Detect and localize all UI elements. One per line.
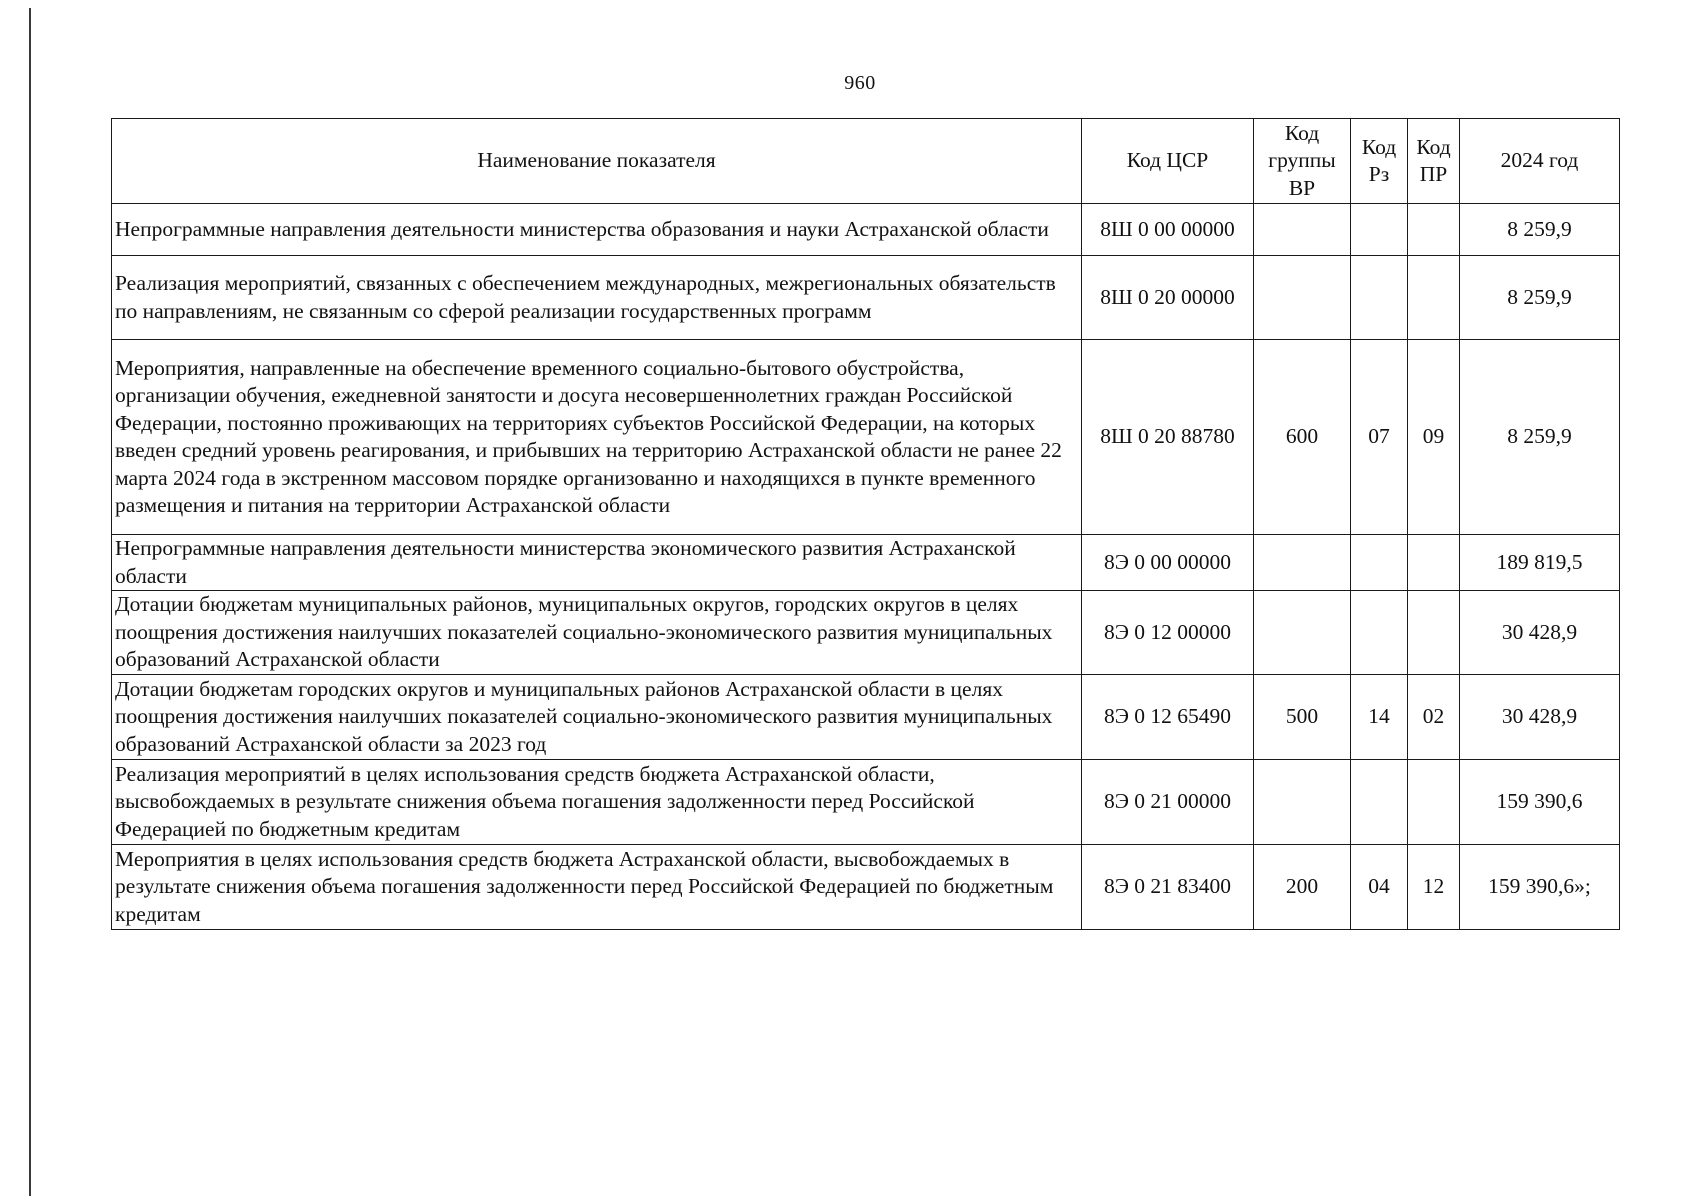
row-rz-code: 04: [1351, 845, 1408, 930]
row-pr-code: [1408, 535, 1460, 591]
row-pr-code: 09: [1408, 340, 1460, 535]
row-rz-code: 14: [1351, 675, 1408, 760]
header-rz-code: Код Рз: [1351, 119, 1408, 204]
table-row: [112, 760, 1620, 845]
row-amount: 159 390,6»;: [1460, 845, 1620, 930]
header-row: [112, 119, 1620, 204]
table-row: [112, 535, 1620, 591]
row-pr-code: [1408, 256, 1460, 340]
row-vr-code: [1254, 204, 1351, 256]
row-pr-code: 12: [1408, 845, 1460, 930]
row-rz-code: 07: [1351, 340, 1408, 535]
header-amount-2024: 2024 год: [1460, 119, 1620, 204]
row-rz-code: [1351, 256, 1408, 340]
table-row: [112, 204, 1620, 256]
row-pr-code: [1408, 204, 1460, 256]
row-csr-code: 8Э 0 12 00000: [1082, 591, 1254, 675]
page-number: 960: [844, 72, 876, 94]
row-vr-code: 500: [1254, 675, 1351, 760]
row-amount: 30 428,9: [1460, 675, 1620, 760]
row-vr-code: 600: [1254, 340, 1351, 535]
row-amount: 159 390,6: [1460, 760, 1620, 845]
row-name: Реализация мероприятий, связанных с обеспечением международных, межрегиональных обязательств по направлениям, не связанным со сферой реализации государственных программ: [112, 256, 1082, 340]
row-name: Непрограммные направления деятельности министерства образования и науки Астраханской области: [112, 204, 1082, 256]
row-csr-code: 8Э 0 21 00000: [1082, 760, 1254, 845]
table-row: [112, 591, 1620, 675]
table-row: [112, 845, 1620, 930]
row-name: Непрограммные направления деятельности министерства экономического развития Астраханской области: [112, 535, 1082, 591]
header-vr-code: Код группы ВР: [1254, 119, 1351, 204]
table-header: [112, 119, 1620, 204]
row-csr-code: 8Э 0 21 83400: [1082, 845, 1254, 930]
binding-margin-line: [29, 8, 31, 1196]
row-pr-code: 02: [1408, 675, 1460, 760]
row-amount: 8 259,9: [1460, 256, 1620, 340]
row-amount: 189 819,5: [1460, 535, 1620, 591]
row-csr-code: 8Ш 0 20 88780: [1082, 340, 1254, 535]
row-name: Реализация мероприятий в целях использования средств бюджета Астраханской области, высвобождаемых в результате снижения объема погашения задолженности перед Российской Федерацией по бюджетным кредитам: [112, 760, 1082, 845]
row-rz-code: [1351, 760, 1408, 845]
row-amount: 30 428,9: [1460, 591, 1620, 675]
row-vr-code: 200: [1254, 845, 1351, 930]
row-csr-code: 8Ш 0 00 00000: [1082, 204, 1254, 256]
row-pr-code: [1408, 591, 1460, 675]
row-csr-code: 8Э 0 00 00000: [1082, 535, 1254, 591]
row-name: Дотации бюджетам городских округов и муниципальных районов Астраханской области в целях поощрения достижения наилучших показателей социально-экономического развития муниципальных образований Астраханской области за 2023 год: [112, 675, 1082, 760]
table-row: [112, 340, 1620, 535]
row-vr-code: [1254, 591, 1351, 675]
header-name: Наименование показателя: [112, 119, 1082, 204]
table-row: [112, 675, 1620, 760]
row-vr-code: [1254, 535, 1351, 591]
row-name: Мероприятия в целях использования средств бюджета Астраханской области, высвобождаемых в результате снижения объема погашения задолженности перед Российской Федерацией по бюджетным кредитам: [112, 845, 1082, 930]
row-csr-code: 8Э 0 12 65490: [1082, 675, 1254, 760]
table-body: [112, 204, 1620, 930]
row-rz-code: [1351, 591, 1408, 675]
row-amount: 8 259,9: [1460, 340, 1620, 535]
row-csr-code: 8Ш 0 20 00000: [1082, 256, 1254, 340]
row-amount: 8 259,9: [1460, 204, 1620, 256]
row-rz-code: [1351, 204, 1408, 256]
row-name: Мероприятия, направленные на обеспечение временного социально-бытового обустройства, организации обучения, ежедневной занятости и досуга несовершеннолетних граждан Российской Федерации, постоянно проживающих на территориях субъектов Российской Федерации, на которых введен средний уровень реагирования, и прибывших на территорию Астраханской области не ранее 22 марта 2024 года в экстренном массовом порядке организованно и находящихся в пункте временного размещения и питания на территории Астраханской области: [112, 340, 1082, 535]
budget-table: [111, 118, 1620, 930]
row-vr-code: [1254, 256, 1351, 340]
table-row: [112, 256, 1620, 340]
row-rz-code: [1351, 535, 1408, 591]
row-vr-code: [1254, 760, 1351, 845]
row-pr-code: [1408, 760, 1460, 845]
row-name: Дотации бюджетам муниципальных районов, муниципальных округов, городских округов в целях поощрения достижения наилучших показателей социально-экономического развития муниципальных образований Астраханской области: [112, 591, 1082, 675]
header-pr-code: Код ПР: [1408, 119, 1460, 204]
header-csr-code: Код ЦСР: [1082, 119, 1254, 204]
